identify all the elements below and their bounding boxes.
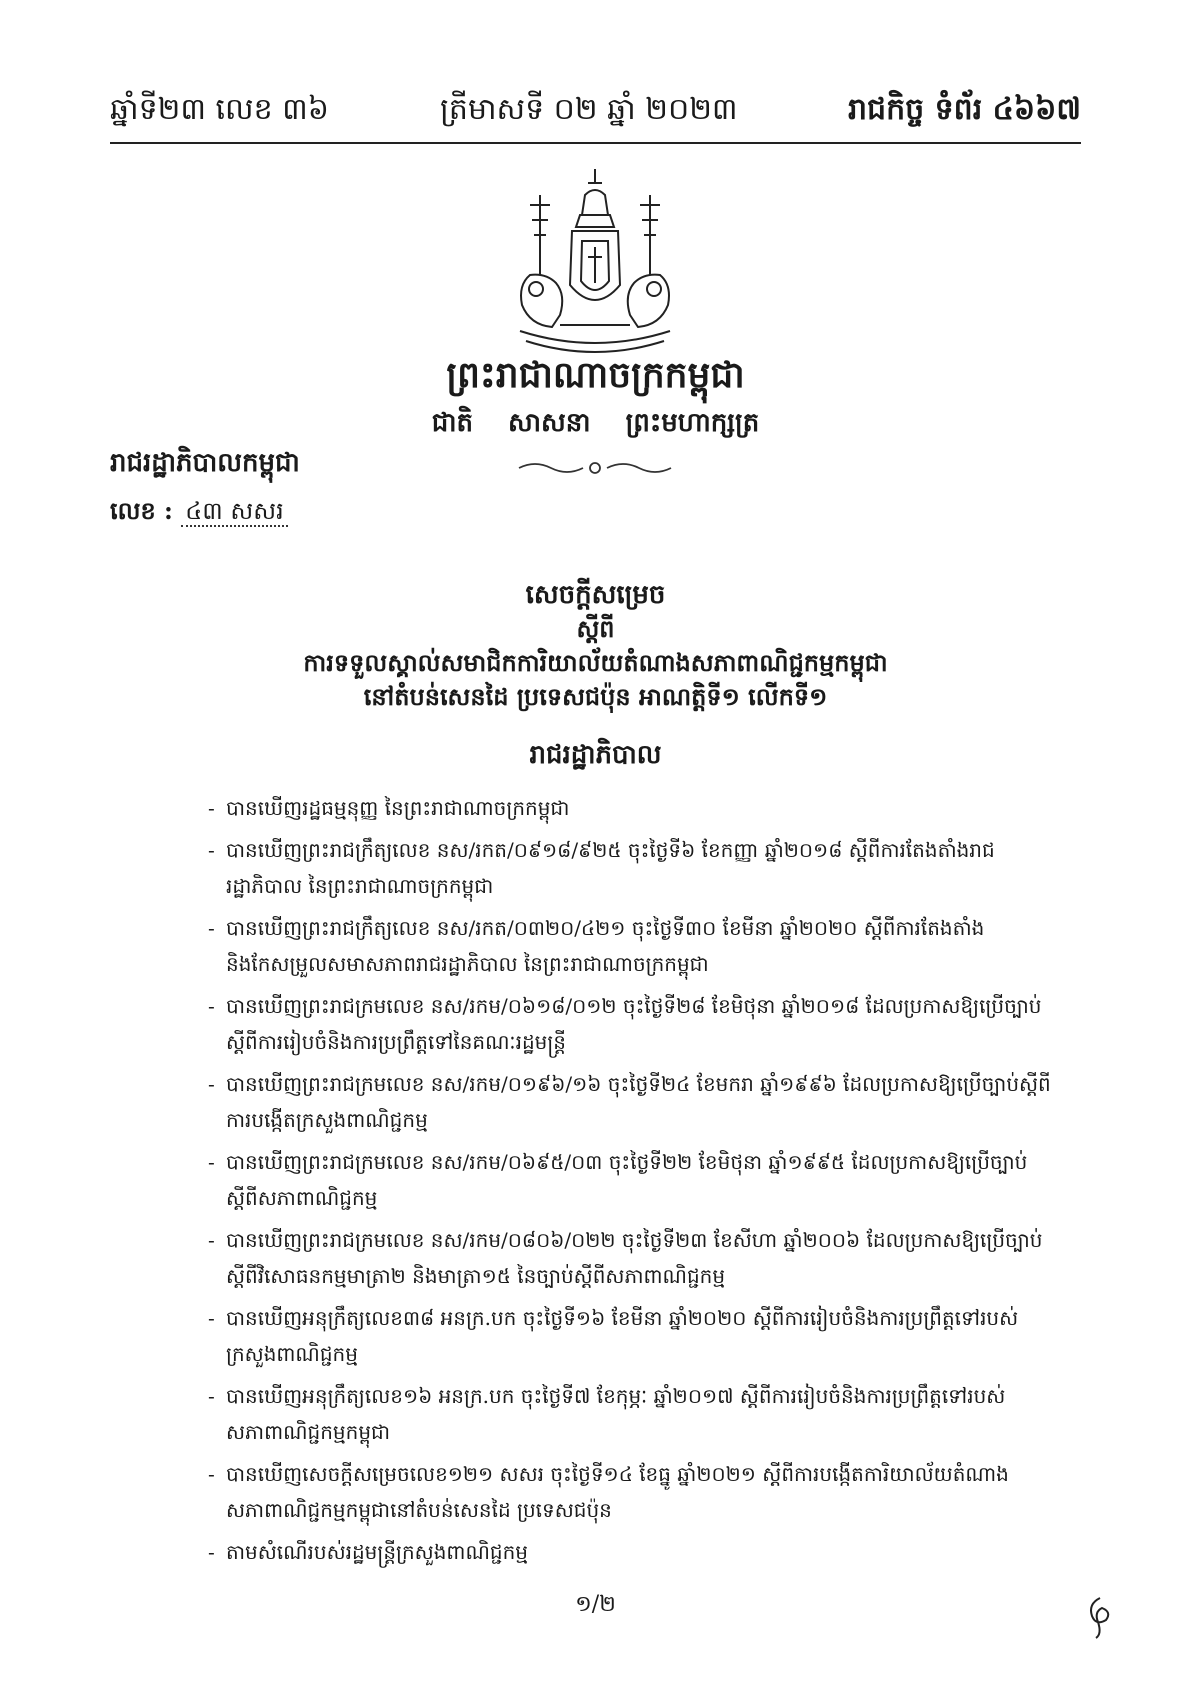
header-divider xyxy=(110,142,1081,144)
handwritten-initial-icon xyxy=(1080,1590,1120,1640)
ornament-divider-icon xyxy=(515,458,675,478)
title-subject: ការទទួលស្គាល់សមាជិកការិយាល័យតំណាងសភាពាណិជ្ជកម្មកម្ពុជា xyxy=(303,648,888,677)
page-number: ១/២ xyxy=(575,1592,616,1617)
motto-king: ព្រះមហាក្សត្រ xyxy=(625,408,760,438)
list-item: - បានឃើញព្រះរាជក្រឹត្យលេខ នស/រកត/០៩១៨/៩២៥ ចុះថ្ងៃទី៦ ខែកញ្ញា ឆ្នាំ២០១៨ ស្តីពីការតែងតាំងរាជរដ្ឋាភិបាល នៃព្រះរាជាណាចក្រកម្ពុជា xyxy=(208,832,1051,904)
kingdom-title: ព្រះរាជាណាចក្រកម្ពុជា xyxy=(446,354,745,396)
legal-basis-list xyxy=(208,790,1051,1576)
national-motto xyxy=(0,406,1191,444)
list-item: - តាមសំណើរបស់រដ្ឋមន្ត្រីក្រសួងពាណិជ្ជកម្ម xyxy=(208,1534,1051,1570)
decision-title xyxy=(0,578,1191,772)
royal-emblem-icon xyxy=(500,165,690,355)
number-label: លេខ : xyxy=(110,496,173,525)
list-item: - បានឃើញអនុក្រឹត្យលេខ១៦ អនក្រ.បក ចុះថ្ងៃទី៧ ខែកុម្ភៈ ឆ្នាំ២០១៧ ស្តីពីការរៀបចំនិងការប្រព្រឹត្តទៅរបស់សភាពាណិជ្ជកម្មកម្ពុជា xyxy=(208,1378,1051,1450)
header-issue: ឆ្នាំទី២៣ លេខ ៣៦ xyxy=(110,92,330,127)
list-item: - បានឃើញអនុក្រឹត្យលេខ៣៨ អនក្រ.បក ចុះថ្ងៃទី១៦ ខែមីនា ឆ្នាំ២០២០ ស្តីពីការរៀបចំនិងការប្រព្រឹត្តទៅរបស់ក្រសួងពាណិជ្ជកម្ម xyxy=(208,1300,1051,1372)
title-location: នៅតំបន់សេនដៃ ប្រទេសជប៉ុន អាណត្តិទី១ លើកទី១ xyxy=(363,682,828,711)
decision-number xyxy=(110,496,288,531)
title-concerning: ស្តីពី xyxy=(576,614,615,643)
list-item: - បានឃើញសេចក្តីសម្រេចលេខ១២១ សសរ ចុះថ្ងៃទី១៤ ខែធ្នូ ឆ្នាំ២០២១ ស្តីពីការបង្កើតការិយាល័យតំណាងសភាពាណិជ្ជកម្មកម្ពុជានៅតំបន់សេនដៃ ប្រទេសជប៉ុន xyxy=(208,1456,1051,1528)
header-page: រាជកិច្ច ទំព័រ ៤៦៦៧ xyxy=(848,92,1081,127)
gazette-header xyxy=(110,82,1081,132)
title-royal-government: រាជរដ្ឋាភិបាល xyxy=(529,740,662,770)
header-quarter: ត្រីមាសទី ០២ ឆ្នាំ ២០២៣ xyxy=(440,92,738,127)
motto-religion: សាសនា xyxy=(508,408,591,438)
number-value: ៤៣ សសរ xyxy=(181,497,287,527)
issuing-government: រាជរដ្ឋាភិបាលកម្ពុជា xyxy=(110,448,300,478)
list-item: - បានឃើញព្រះរាជក្រមលេខ នស/រកម/០៨០៦/០២២ ចុះថ្ងៃទី២៣ ខែសីហា ឆ្នាំ២០០៦ ដែលប្រកាសឱ្យប្រើច្បាប់ស្តីពីវិសោធនកម្មមាត្រា២ និងមាត្រា១៥ នៃច្បាប់ស្តីពីសភាពាណិជ្ជកម្ម xyxy=(208,1222,1051,1294)
title-decision: សេចក្តីសម្រេច xyxy=(525,580,666,610)
list-item: - បានឃើញព្រះរាជក្រឹត្យលេខ នស/រកត/០៣២០/៤២១ ចុះថ្ងៃទី៣០ ខែមីនា ឆ្នាំ២០២០ ស្តីពីការតែងតាំង និងកែសម្រួលសមាសភាពរាជរដ្ឋាភិបាល នៃព្រះរាជាណាចក្រកម្ពុជា xyxy=(208,910,1051,982)
list-item: - បានឃើញព្រះរាជក្រមលេខ នស/រកម/០១៩៦/១៦ ចុះថ្ងៃទី២៤ ខែមករា ឆ្នាំ១៩៩៦ ដែលប្រកាសឱ្យប្រើច្បាប់ស្តីពីការបង្កើតក្រសួងពាណិជ្ជកម្ម xyxy=(208,1066,1051,1138)
list-item: - បានឃើញព្រះរាជក្រមលេខ នស/រកម/០៦១៨/០១២ ចុះថ្ងៃទី២៨ ខែមិថុនា ឆ្នាំ២០១៨ ដែលប្រកាសឱ្យប្រើច្បាប់ស្តីពីការរៀបចំនិងការប្រព្រឹត្តទៅនៃគណៈរដ្ឋមន្ត្រី xyxy=(208,988,1051,1060)
motto-nation: ជាតិ xyxy=(431,408,473,438)
list-item: - បានឃើញរដ្ឋធម្មនុញ្ញ នៃព្រះរាជាណាចក្រកម្ពុជា xyxy=(208,790,1051,826)
list-item: - បានឃើញព្រះរាជក្រមលេខ នស/រកម/០៦៩៥/០៣ ចុះថ្ងៃទី២២ ខែមិថុនា ឆ្នាំ១៩៩៥ ដែលប្រកាសឱ្យប្រើច្បាប់ស្តីពីសភាពាណិជ្ជកម្ម xyxy=(208,1144,1051,1216)
